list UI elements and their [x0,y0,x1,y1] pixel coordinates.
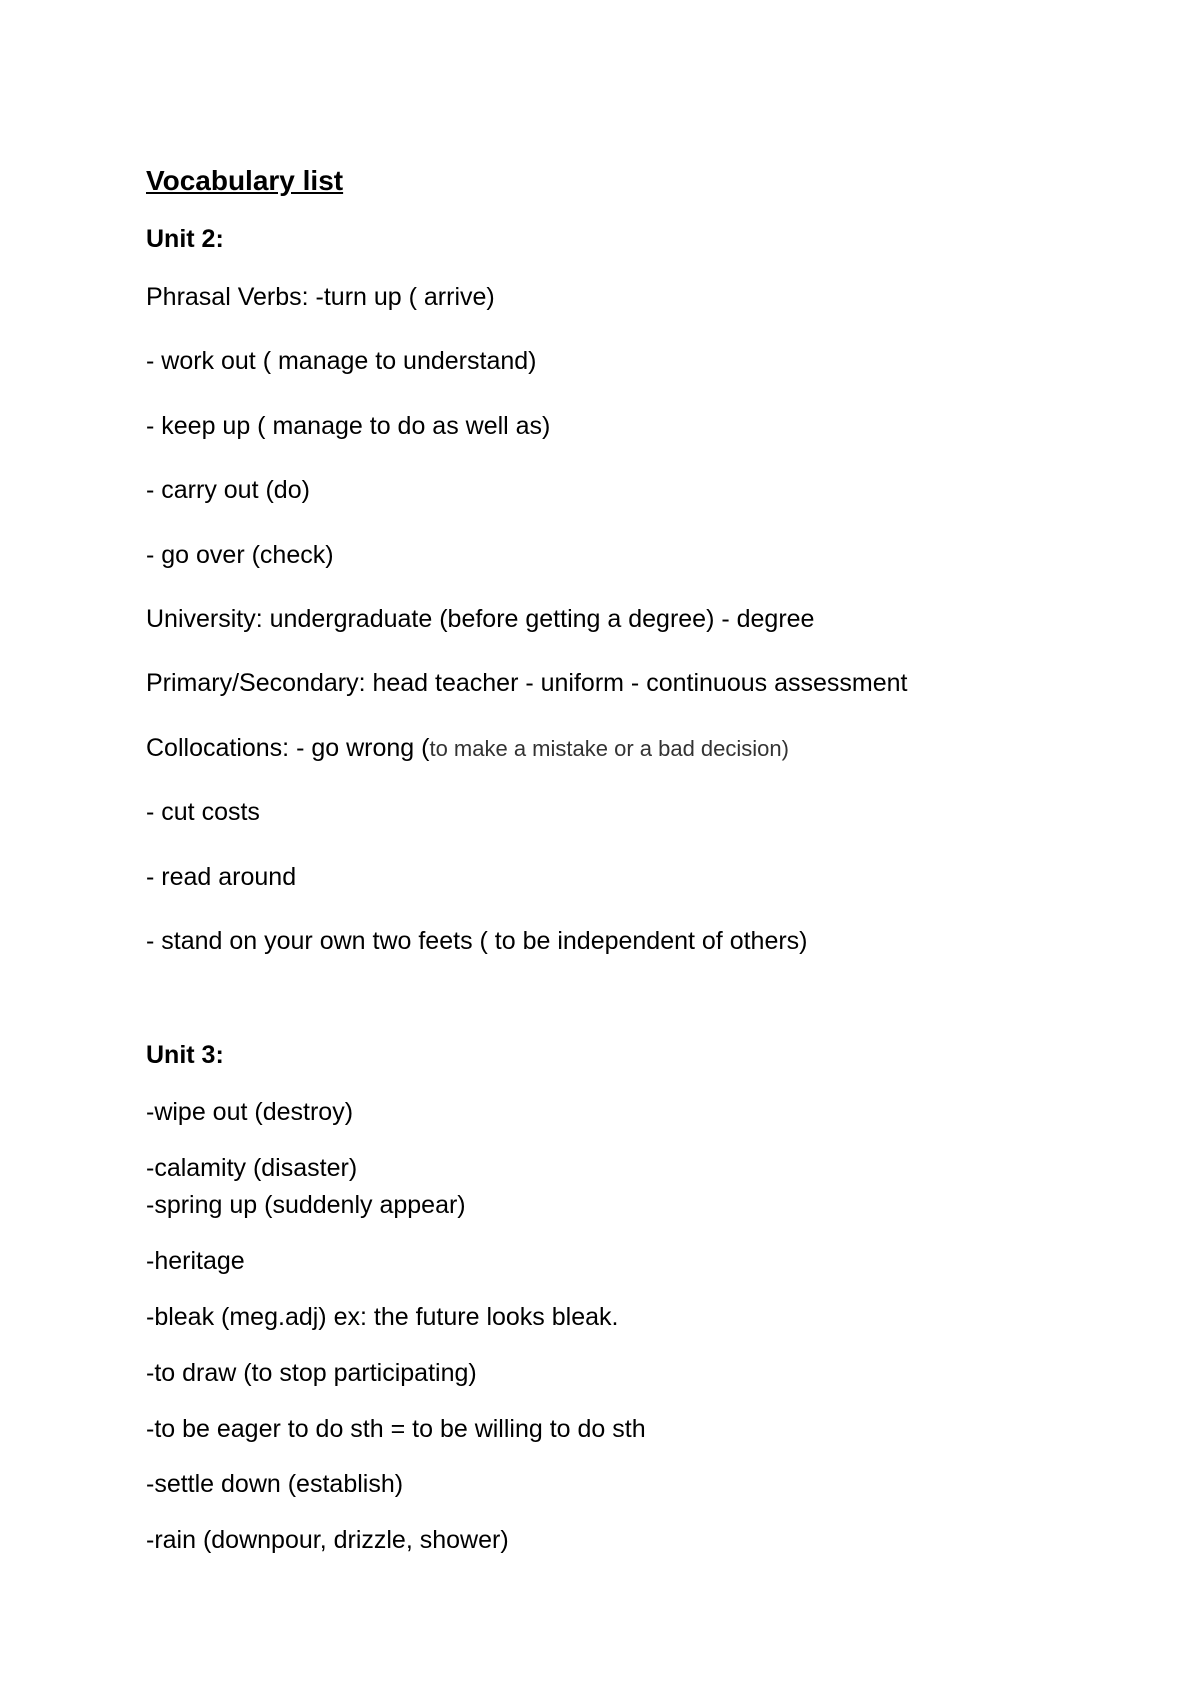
university-line: University: undergraduate (before getting a degree) - degree [146,605,815,633]
collocations-term: Collocations: - go wrong ( [146,734,430,762]
unit3-item: -spring up (suddenly appear) [146,1191,466,1219]
unit3-item: -to draw (to stop participating) [146,1359,477,1387]
work-out-line: - work out ( manage to understand) [146,347,537,375]
unit3-item: -wipe out (destroy) [146,1098,354,1126]
unit-2-heading: Unit 2: [146,225,224,253]
primary-secondary-line: Primary/Secondary: head teacher - uniform - continuous assessment [146,669,908,697]
unit3-item: -calamity (disaster) [146,1154,358,1182]
document-title: Vocabulary list [146,165,344,196]
go-over-line: - go over (check) [146,541,334,569]
unit3-item: -settle down (establish) [146,1470,404,1498]
read-around-line: - read around [146,863,297,891]
unit3-item: -heritage [146,1247,245,1275]
carry-out-line: - carry out (do) [146,476,310,504]
phrasal-verbs-line: Phrasal Verbs: -turn up ( arrive) [146,283,495,311]
unit3-item: -rain (downpour, drizzle, shower) [146,1526,509,1554]
unit-3-heading: Unit 3: [146,1041,224,1069]
stand-on-own-line: - stand on your own two feets ( to be independent of others) [146,927,808,955]
unit3-item: -to be eager to do sth = to be willing to do sth [146,1415,646,1443]
collocations-line [146,733,789,764]
cut-costs-line: - cut costs [146,798,260,826]
keep-up-line: - keep up ( manage to do as well as) [146,412,551,440]
collocations-gloss: to make a mistake or a bad decision) [429,736,789,761]
unit3-item: -bleak (meg.adj) ex: the future looks bleak. [146,1303,619,1331]
